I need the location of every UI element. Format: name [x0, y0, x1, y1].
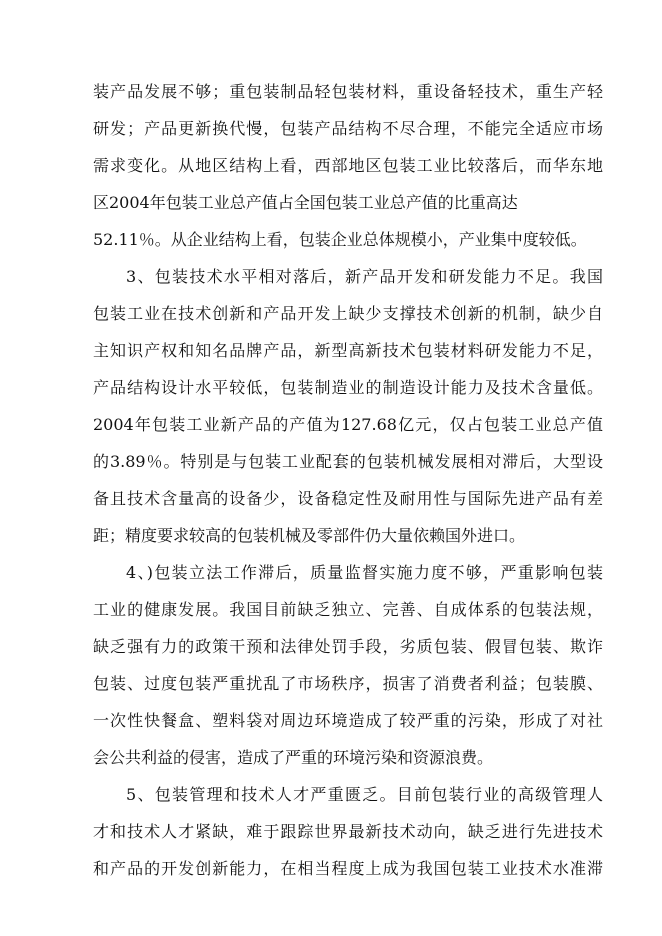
paragraph-4-first-line: 4、)包装立法工作滞后，质量监督实施力度不够，严重影响包装 — [126, 563, 603, 582]
text-line: 缺乏强有力的政策干预和法律处罚手段，劣质包装、假冒包装、欺诈 — [93, 637, 603, 656]
text-line: 需求变化。从地区结构上看，西部地区包装工业比较落后，而华东地 — [93, 156, 603, 175]
text-line: 距；精度要求较高的包装机械及零部件仍大量依赖国外进口。 — [93, 526, 526, 545]
text-line: 和产品的开发创新能力，在相当程度上成为我国包装工业技术水准滞 — [93, 859, 603, 878]
text-line: 52.11％。从企业结构上看，包装企业总体规模小，产业集中度较低。 — [93, 230, 587, 249]
text-line: 产品结构设计水平较低，包装制造业的制造设计能力及技术含量低。 — [93, 378, 603, 397]
text-line: 备且技术含量高的设备少，设备稳定性及耐用性与国际先进产品有差 — [93, 489, 603, 508]
text-line: 工业的健康发展。我国目前缺乏独立、完善、自成体系的包装法规， — [93, 600, 603, 619]
paragraph-5-first-line: 5、包装管理和技术人才严重匮乏。目前包装行业的高级管理人 — [126, 785, 603, 804]
paragraph-3-first-line: 3、包装技术水平相对落后，新产品开发和研发能力不足。我国 — [126, 267, 603, 286]
text-line: 装产品发展不够；重包装制品轻包装材料，重设备轻技术，重生产轻 — [93, 82, 603, 101]
text-line: 会公共利益的侵害，造成了严重的环境污染和资源浪费。 — [93, 748, 494, 767]
text-line: 包装工业在技术创新和产品开发上缺少支撑技术创新的机制，缺少自 — [93, 304, 603, 323]
text-line: 研发；产品更新换代慢，包装产品结构不尽合理，不能完全适应市场 — [93, 119, 603, 138]
text-line: 才和技术人才紧缺，难于跟踪世界最新技术动向，缺乏进行先进技术 — [93, 822, 603, 841]
text-line: 2004年包装工业新产品的产值为127.68亿元，仅占包装工业总产值 — [93, 415, 603, 434]
text-line: 区2004年包装工业总产值占全国包装工业总产值的比重高达 — [93, 193, 518, 212]
text-line: 一次性快餐盒、塑料袋对周边环境造成了较严重的污染，形成了对社 — [93, 711, 603, 730]
text-line: 包装、过度包装严重扰乱了市场秩序，损害了消费者利益；包装膜、 — [93, 674, 603, 693]
text-line: 的3.89％。特别是与包装工业配套的包装机械发展相对滞后，大型设 — [93, 452, 603, 471]
text-line: 主知识产权和知名品牌产品，新型高新技术包装材料研发能力不足， — [93, 341, 603, 360]
